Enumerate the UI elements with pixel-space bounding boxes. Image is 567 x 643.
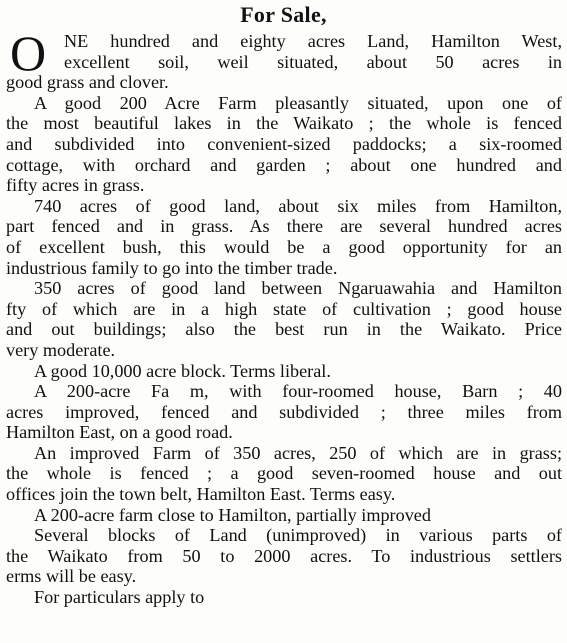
ad-text-line: and out buildings; also the best run in the Waikato. Price [6,319,562,340]
ad-text-line: the most beautiful lakes in the Waikato ; the whole is fenced [6,113,562,134]
ad-body-text [6,25,562,608]
ad-text-line: A 200-acre farm close to Hamilton, partially improved [34,504,431,525]
ad-text-line: NE hundred and eighty acres Land, Hamilton West, [64,31,562,51]
ad-text-line: A good 200 Acre Farm pleasantly situated, upon one of [34,92,562,113]
ad-text-line: Several blocks of Land (unimproved) in various parts of [34,525,562,546]
ad-text-line: cottage, with orchard and garden ; about one hundred and [6,154,562,175]
ad-text-line: excellent soil, weil situated, about 50 acres in [64,51,562,72]
ad-text-line: fty of which are in a high state of cultivation ; good house [6,298,562,319]
ad-text-line: 740 acres of good land, about six miles from Hamilton, [34,195,562,216]
ad-text-line: Hamilton East, on a good road. [6,422,233,443]
ad-text-line: acres improved, fenced and subdivided ; three miles from [6,401,562,422]
ad-text-line: 350 acres of good land between Ngaruawahia and Hamilton [34,278,562,299]
ad-text-line: of excellent bush, this would be a good opportunity for an [6,236,562,257]
ad-text-line: the Waikato from 50 to 2000 acres. To industrious settlers [6,545,562,566]
ad-text-line: good grass and clover. [6,72,169,93]
ad-text-line: fifty acres in grass. [6,175,145,196]
ad-text-line: and subdivided into convenient-sized paddocks; a six-roomed [6,133,562,154]
ad-text-line: the whole is fenced ; a good seven-roomed house and out [6,463,562,484]
ad-text-line: part fenced and in grass. As there are several hundred acres [6,216,562,237]
ad-text-line: A good 10,000 acre block. Terms liberal. [34,360,331,381]
ad-text-line: An improved Farm of 350 acres, 250 of which are in grass; [34,442,562,463]
ad-text-line: industrious family to go into the timber trade. [6,257,338,278]
ad-text-line: offices join the town belt, Hamilton East. Terms easy. [6,484,396,505]
ad-text-line: For particulars apply to [34,587,205,608]
ad-text-line: very moderate. [6,339,116,360]
ad-text-line: A 200-acre Fa m, with four-roomed house, Barn ; 40 [34,381,562,402]
ad-text-line: erms will be easy. [6,566,137,587]
ad-title: For Sale, [240,2,327,27]
drop-cap-letter: O [10,25,47,81]
